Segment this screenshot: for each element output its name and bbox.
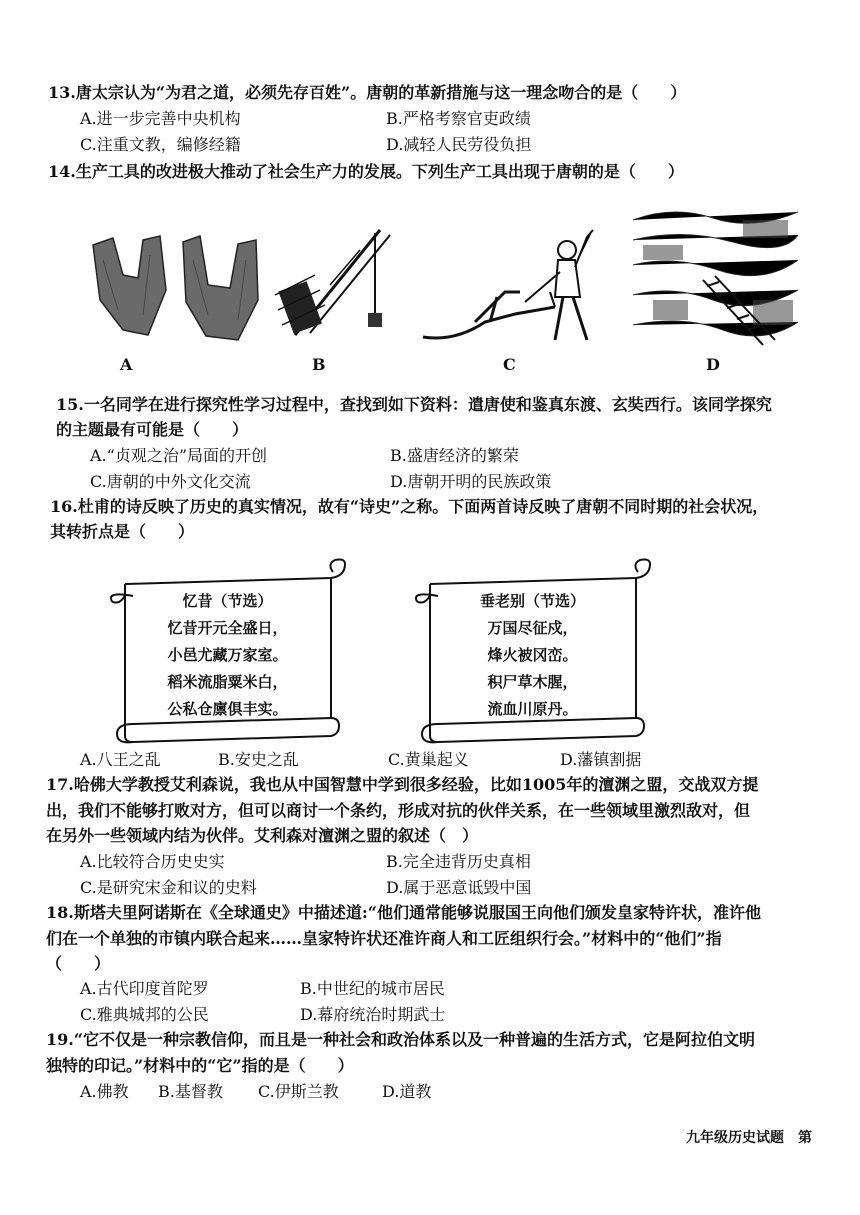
- poem-right-line: 积尸草木腥，: [487, 673, 578, 691]
- poem-left-title: 忆昔（节选）: [182, 592, 273, 610]
- q18-option-d: D.幕府统治时期武士: [300, 1005, 446, 1024]
- poem-right: [445, 588, 620, 723]
- plow-share-icon: [88, 230, 263, 345]
- q15-stem-line1: 15.一名同学在进行探究性学习过程中，查找到如下资料：遣唐使和鉴真东渡、玄奘西行。该同学探究: [56, 395, 772, 414]
- poem-left-line: 小邑尤藏万家室。: [167, 646, 288, 664]
- q15-option-a: A.“贞观之治”局面的开创: [90, 446, 268, 465]
- q19-option-a: A.佛教: [80, 1082, 129, 1101]
- q14-label-b: B: [312, 355, 326, 374]
- q17-option-d: D.属于恶意诋毁中国: [386, 878, 532, 897]
- q16-option-c: C.黄巢起义: [388, 750, 469, 769]
- q14-label-c: C: [503, 355, 516, 374]
- q19-stem-line2: 独特的印记。”材料中的“它”指的是（ ）: [46, 1056, 354, 1075]
- curved-plow-icon: [415, 222, 605, 352]
- poem-left-line: 公私仓廪俱丰实。: [167, 700, 288, 718]
- q18-option-c: C.雅典城邦的公民: [80, 1005, 209, 1024]
- q16-option-a: A.八王之乱: [80, 750, 161, 769]
- q16-option-d: D.藩镇割据: [560, 750, 642, 769]
- q19-option-c: C.伊斯兰教: [258, 1082, 339, 1101]
- q17-stem-line3: 在另外一些领域内结为伙伴。艾利森对澶渊之盟的叙述（ ）: [46, 826, 479, 845]
- q18-option-b: B.中世纪的城市居民: [300, 979, 445, 998]
- canal-scene-icon: [633, 200, 798, 352]
- q16-option-b: B.安史之乱: [218, 750, 299, 769]
- q18-stem-line1: 18.斯塔夫里阿诺斯在《全球通史》中描述道:“他们通常能够说服国王向他们颁发皇家特许状，准许他: [46, 903, 761, 922]
- q18-stem-line3: （ ）: [46, 954, 111, 973]
- q17-stem-line2: 出，我们不能够打败对方，但可以商讨一个条约，形成对抗的伙伴关系，在一些领域里激烈敌对，但: [46, 801, 751, 820]
- q13-option-a: A.进一步完善中央机构: [80, 109, 241, 128]
- q19-option-d: D.道教: [382, 1082, 432, 1101]
- q13-stem: 13.唐太宗认为“为君之道，必须先存百姓”。唐朝的革新措施与这一理念吻合的是（ ）: [48, 83, 687, 102]
- q18-option-a: A.古代印度首陀罗: [80, 979, 209, 998]
- q16-stem-line2: 其转折点是（ ）: [50, 522, 195, 541]
- q15-option-d: D.唐朝开明的民族政策: [390, 472, 552, 491]
- poem-left-line: 忆昔开元全盛日，: [167, 619, 288, 637]
- q16-stem-line1: 16.杜甫的诗反映了历史的真实情况，故有“诗史”之称。下面两首诗反映了唐朝不同时期的社会状况，: [50, 497, 769, 516]
- q13-option-d: D.减轻人民劳役负担: [386, 135, 532, 154]
- poem-left-line: 稻米流脂粟米白，: [167, 673, 288, 691]
- q14-stem: 14.生产工具的改进极大推动了社会生产力的发展。下列生产工具出现于唐朝的是（ ）: [48, 162, 684, 181]
- q19-stem-line1: 19.“它不仅是一种宗教信仰，而且是一种社会和政治体系以及一种普遍的生活方式，它是阿拉伯文明: [46, 1030, 756, 1049]
- poem-left: [140, 588, 315, 723]
- q14-label-a: A: [120, 355, 133, 374]
- q18-stem-line2: 们在一个单独的市镇内联合起来……皇家特许状还准许商人和工匠组织行会。”材料中的“他们”指: [46, 929, 722, 948]
- poem-right-line: 万国尽征戍，: [487, 619, 578, 637]
- q17-option-c: C.是研究宋金和议的史料: [80, 878, 257, 897]
- q15-stem-line2: 的主题最有可能是（ ）: [56, 420, 249, 439]
- q15-option-c: C.唐朝的中外文化交流: [90, 472, 251, 491]
- poem-right-line: 烽火被冈峦。: [487, 646, 578, 664]
- poem-right-line: 流血川原丹。: [487, 700, 578, 718]
- q19-option-b: B.基督教: [158, 1082, 223, 1101]
- q17-option-b: B.完全违背历史真相: [386, 852, 531, 871]
- q13-option-c: C.注重文教，编修经籍: [80, 135, 241, 154]
- q15-option-b: B.盛唐经济的繁荣: [390, 446, 519, 465]
- q17-stem-line1: 17.哈佛大学教授艾利森说，我也从中国智慧中学到很多经验，比如1005年的澶渊之盟，交战双方提: [46, 775, 759, 794]
- waterwheel-icon: [270, 215, 410, 350]
- q13-option-b: B.严格考察官吏政绩: [386, 109, 531, 128]
- q17-option-a: A.比较符合历史史实: [80, 852, 225, 871]
- q14-label-d: D: [706, 355, 720, 374]
- poem-right-title: 垂老别（节选）: [479, 592, 585, 610]
- page-footer: 九年级历史试题 第: [686, 1130, 812, 1146]
